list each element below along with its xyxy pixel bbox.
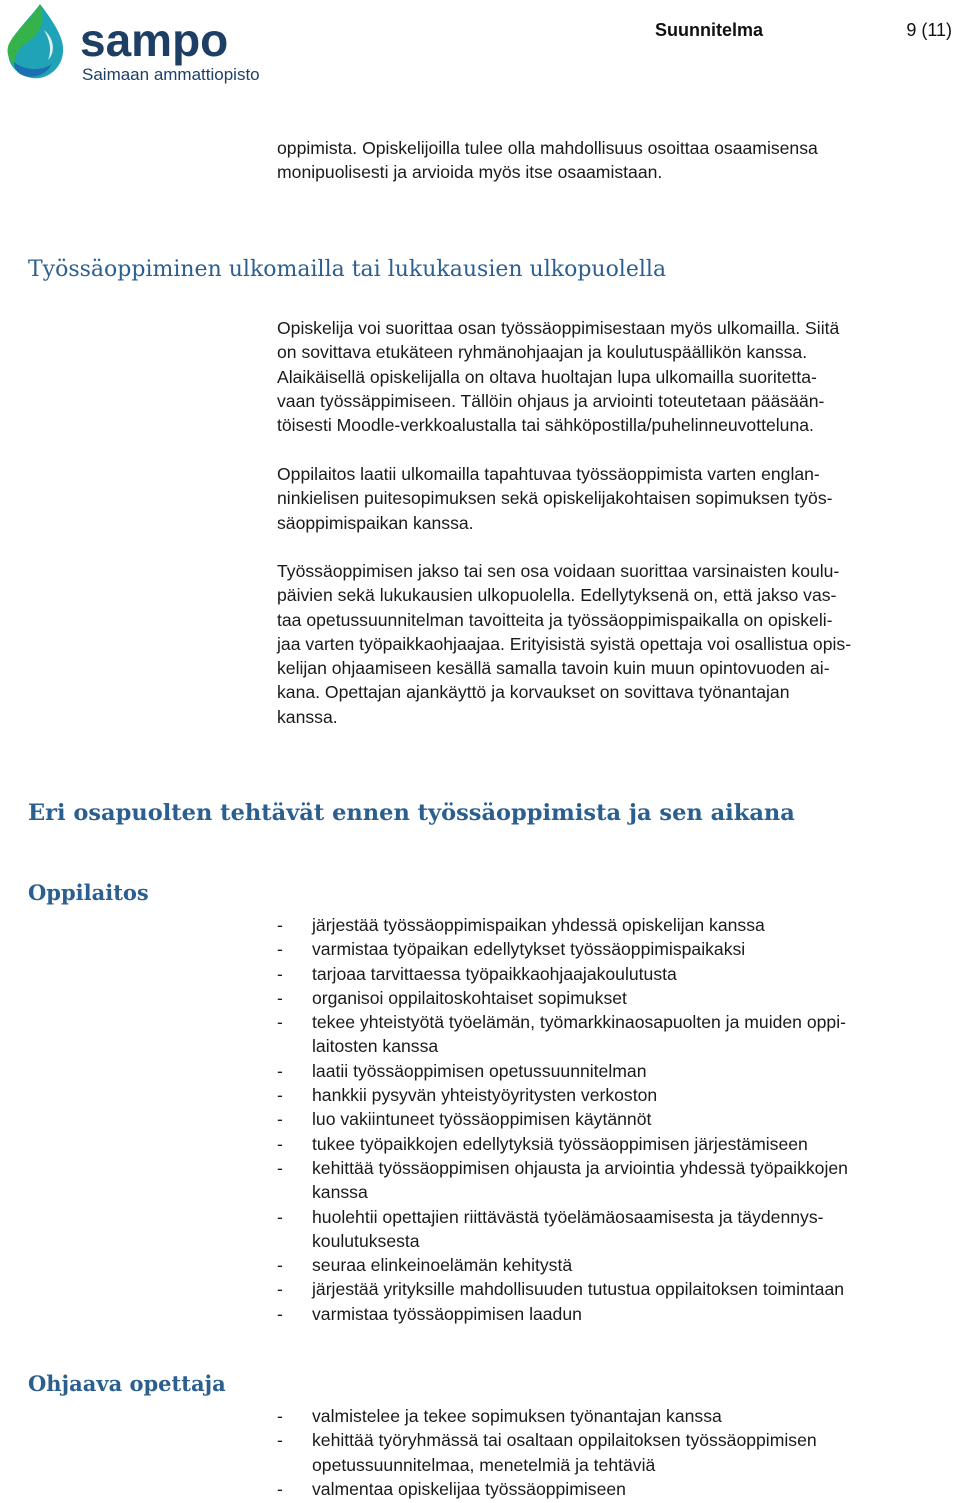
list-item-text: seuraa elinkeinoelämän kehitystä: [312, 1255, 573, 1276]
intro-paragraph: oppimista. Opiskelijoilla tulee olla mahdollisuus osoittaa osaamisensa monipuolisesti ja arvioida myös itse osaamistaan.: [277, 138, 818, 183]
list-item-text: kehittää työssäoppimisen ohjausta ja arviointia yhdessä työpaikkojen: [312, 1157, 848, 1178]
list-item-text: järjestää yrityksille mahdollisuuden tutustua oppilaitoksen toimintaan: [312, 1279, 845, 1300]
section-heading-abroad: Työssäoppiminen ulkomailla tai lukukausien ulkopuolella: [28, 257, 667, 282]
subheading-oppilaitos: Oppilaitos: [28, 880, 149, 905]
dash-bullet: -: [277, 963, 283, 984]
list-item-text: koulutuksesta: [312, 1230, 420, 1251]
dash-bullet: -: [277, 1206, 283, 1227]
list-item-text: kanssa: [312, 1182, 368, 1203]
list-item-text: organisoi oppilaitoskohtaiset sopimukset: [312, 987, 627, 1008]
dash-bullet: -: [277, 1157, 283, 1178]
list-item-text: luo vakiintuneet työssäoppimisen käytännöt: [312, 1109, 652, 1130]
list-item: [277, 1277, 957, 1301]
abroad-paragraph-1: Opiskelija voi suorittaa osan työssäoppimisestaan myös ulkomailla. Siitä on sovittava etukäteen ryhmänohjaajan ja koulutuspäällikön kanssa. Alaikäisellä opiskelijalla on oltava huoltajan lupa ulkomailla suoritetta- vaan työssäppimiseen. Tällöin ohjaus ja arviointi toteutetaan pääsään- töisesti Moodle-verkkoalustalla tai sähköpostilla/puhelinneuvotteluna.: [277, 318, 840, 436]
list-item: [277, 962, 957, 986]
list-item-text: hankkii pysyvän yhteistyöyritysten verkoston: [312, 1085, 658, 1106]
logo-wordmark: sampo: [80, 14, 229, 66]
drop-emblem-icon: [8, 4, 64, 78]
list-item-text: tukee työpaikkojen edellytyksiä työssäoppimisen järjestämiseen: [312, 1133, 808, 1154]
list-item: [277, 1302, 957, 1326]
dash-bullet: -: [277, 1109, 283, 1130]
dash-bullet: -: [277, 1430, 283, 1451]
section-heading-roles: Eri osapuolten tehtävät ennen työssäoppimista ja sen aikana: [28, 800, 795, 826]
list-item: [277, 1404, 957, 1428]
ohjaava-task-list: [277, 1404, 957, 1501]
abroad-paragraph-3: Työssäoppimisen jakso tai sen osa voidaan suorittaa varsinaisten koulu- päivien sekä lukukausien ulkopuolella. Edellytyksenä on, että jakso vas- taa opetussuunnitelman tavoitteita ja työssäoppimispaikalla on opiskeli- jaa varten työpaikkaohjaajaa. Erityisistä syistä opettaja voi osallistua opis- kelijan ohjaamiseen kesällä samalla tavoin kuin muun opintovuoden ai- kana. Opettajan ajankäyttö ja korvaukset on sovittava työnantajan kanssa.: [277, 561, 852, 727]
list-item: [277, 1010, 957, 1059]
list-item-text: valmistelee ja tekee sopimuksen työnantajan kanssa: [312, 1406, 722, 1426]
dash-bullet: -: [277, 1255, 283, 1276]
list-item-text: huolehtii opettajien riittävästä työelämäosaamisesta ja täydennys-: [312, 1206, 824, 1227]
list-item-text: valmentaa opiskelijaa työssäoppimiseen: [312, 1478, 626, 1499]
dash-bullet: -: [277, 1085, 283, 1106]
page-number: 9 (11): [906, 20, 952, 40]
logo-subtitle: Saimaan ammattiopisto: [82, 65, 260, 84]
list-item: [277, 1132, 957, 1156]
dash-bullet: -: [277, 1406, 283, 1426]
dash-bullet: -: [277, 987, 283, 1008]
list-item-text: tarjoaa tarvittaessa työpaikkaohjaajakoulutusta: [312, 963, 677, 984]
abroad-paragraph-2: Oppilaitos laatii ulkomailla tapahtuvaa työssäoppimista varten englan- ninkielisen puitesopimuksen sekä opiskelijakohtaisen sopimuksen työs- säoppimispaikan kanssa.: [277, 464, 833, 533]
list-item-text: laitosten kanssa: [312, 1036, 439, 1057]
list-item: [277, 1059, 957, 1083]
subheading-ohjaava-opettaja: Ohjaava opettaja: [28, 1371, 226, 1396]
sampo-logo: [0, 0, 300, 92]
document-type: Suunnitelma: [655, 20, 764, 40]
list-item: [277, 1107, 957, 1131]
dash-bullet: -: [277, 1012, 283, 1033]
list-item-text: järjestää työssäoppimispaikan yhdessä opiskelijan kanssa: [312, 915, 765, 935]
list-item-text: opetussuunnitelmaa, menetelmiä ja tehtäviä: [312, 1454, 656, 1475]
list-item: [277, 1083, 957, 1107]
oppilaitos-task-list: [277, 913, 957, 1326]
list-item: [277, 913, 957, 937]
dash-bullet: -: [277, 915, 283, 935]
dash-bullet: -: [277, 939, 283, 960]
list-item-text: varmistaa työssäoppimisen laadun: [312, 1303, 582, 1324]
dash-bullet: -: [277, 1303, 283, 1324]
list-item-text: varmistaa työpaikan edellytykset työssäoppimispaikaksi: [312, 939, 746, 960]
list-item: [277, 986, 957, 1010]
list-item: [277, 1428, 957, 1477]
list-item-text: laatii työssäoppimisen opetussuunnitelman: [312, 1060, 647, 1081]
dash-bullet: -: [277, 1478, 283, 1499]
list-item: [277, 1477, 957, 1501]
dash-bullet: -: [277, 1060, 283, 1081]
list-item: [277, 1253, 957, 1277]
list-item: [277, 937, 957, 961]
dash-bullet: -: [277, 1279, 283, 1300]
list-item-text: tekee yhteistyötä työelämän, työmarkkinaosapuolten ja muiden oppi-: [312, 1012, 846, 1033]
list-item-text: kehittää työryhmässä tai osaltaan oppilaitoksen työssäoppimisen: [312, 1430, 817, 1451]
dash-bullet: -: [277, 1133, 283, 1154]
list-item: [277, 1156, 957, 1205]
list-item: [277, 1205, 957, 1254]
